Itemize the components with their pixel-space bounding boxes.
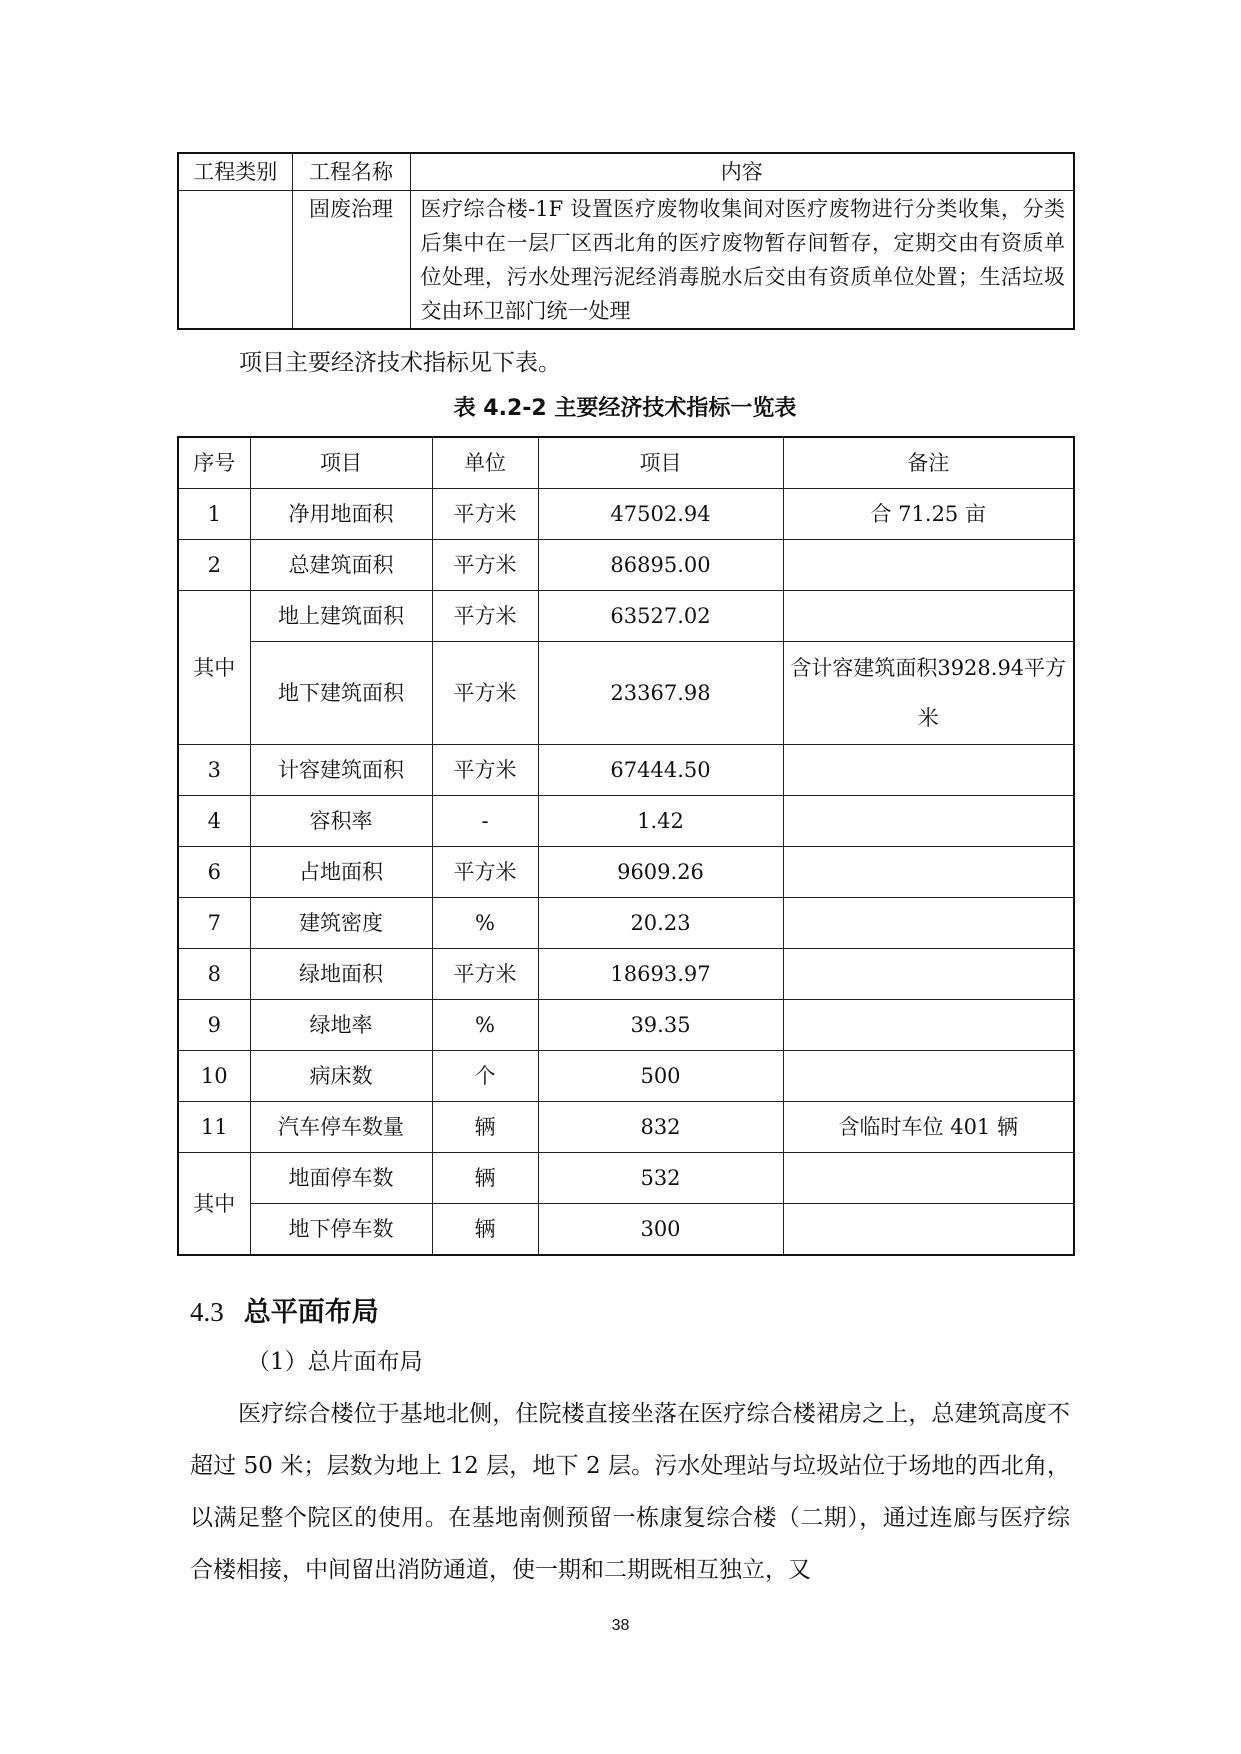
- cell-name: 固废治理: [292, 191, 410, 330]
- cell-no: 2: [178, 540, 250, 591]
- table-caption: 表 4.2-2 主要经济技术指标一览表: [453, 396, 797, 421]
- cell-value: 47502.94: [538, 489, 783, 540]
- cell-no: 4: [178, 796, 250, 847]
- cell-note: [783, 1051, 1074, 1102]
- table-row: [178, 949, 1074, 1000]
- header-item: 项目: [250, 437, 432, 489]
- cell-content: 医疗综合楼-1F 设置医疗废物收集间对医疗废物进行分类收集，分类后集中在一层厂区西北角的医疗废物暂存间暂存，定期交由有资质单位处理，污水处理污泥经消毒脱水后交由有资质单位处置；生活垃圾交由环卫部门统一处理: [410, 191, 1074, 330]
- cell-item: 容积率: [250, 796, 432, 847]
- cell-item: 地下停车数: [250, 1204, 432, 1256]
- cell-no: 8: [178, 949, 250, 1000]
- cell-note: 合 71.25 亩: [783, 489, 1074, 540]
- cell-item: 绿地面积: [250, 949, 432, 1000]
- cell-note: [783, 796, 1074, 847]
- cell-value: 9609.26: [538, 847, 783, 898]
- header-note: 备注: [783, 437, 1074, 489]
- cell-value: 18693.97: [538, 949, 783, 1000]
- cell-note: [783, 949, 1074, 1000]
- cell-unit: 平方米: [432, 540, 538, 591]
- table-row: [178, 1204, 1074, 1256]
- cell-note: [783, 1153, 1074, 1204]
- subheading: （1）总片面布局: [247, 1349, 423, 1375]
- header-name: 工程名称: [292, 153, 410, 191]
- cell-note: [783, 591, 1074, 642]
- cell-item: 地上建筑面积: [250, 591, 432, 642]
- cell-value: 532: [538, 1153, 783, 1204]
- cell-no: 1: [178, 489, 250, 540]
- header-unit: 单位: [432, 437, 538, 489]
- header-content: 内容: [410, 153, 1074, 191]
- cell-no: 6: [178, 847, 250, 898]
- cell-value: 67444.50: [538, 745, 783, 796]
- header-value: 项目: [538, 437, 783, 489]
- table-row: [178, 591, 1074, 642]
- table-row: [178, 745, 1074, 796]
- header-category: 工程类别: [178, 153, 292, 191]
- page-number: 38: [611, 1617, 630, 1634]
- header-no: 序号: [178, 437, 250, 489]
- table-row: [178, 1153, 1074, 1204]
- cell-unit: 平方米: [432, 489, 538, 540]
- section-title: 总平面布局: [243, 1297, 379, 1328]
- table-header-row: [178, 153, 1074, 191]
- cell-no: 3: [178, 745, 250, 796]
- cell-unit: 平方米: [432, 847, 538, 898]
- section-number: 4.3: [190, 1297, 224, 1327]
- cell-item: 汽车停车数量: [250, 1102, 432, 1153]
- cell-unit: 平方米: [432, 642, 538, 745]
- cell-value: 23367.98: [538, 642, 783, 745]
- cell-item: 计容建筑面积: [250, 745, 432, 796]
- table-row: [178, 847, 1074, 898]
- cell-unit: 辆: [432, 1204, 538, 1256]
- engineering-content-table: [177, 152, 1075, 330]
- section-heading: [190, 1292, 379, 1333]
- cell-no: 9: [178, 1000, 250, 1051]
- cell-category: [178, 191, 292, 330]
- table-row: [178, 1000, 1074, 1051]
- cell-value: 832: [538, 1102, 783, 1153]
- cell-item: 总建筑面积: [250, 540, 432, 591]
- cell-item: 占地面积: [250, 847, 432, 898]
- intro-paragraph: 项目主要经济技术指标见下表。: [239, 350, 561, 376]
- cell-no: 10: [178, 1051, 250, 1102]
- cell-note: 含计容建筑面积3928.94平方米: [783, 642, 1074, 745]
- cell-value: 39.35: [538, 1000, 783, 1051]
- cell-value: 86895.00: [538, 540, 783, 591]
- table-row: [178, 642, 1074, 745]
- cell-note: [783, 847, 1074, 898]
- cell-note: [783, 898, 1074, 949]
- cell-unit: 辆: [432, 1102, 538, 1153]
- table-row: [178, 898, 1074, 949]
- cell-value: 300: [538, 1204, 783, 1256]
- cell-value: 1.42: [538, 796, 783, 847]
- body-paragraph: 医疗综合楼位于基地北侧，住院楼直接坐落在医疗综合楼裙房之上，总建筑高度不超过 50 米；层数为地上 12 层，地下 2 层。污水处理站与垃圾站位于场地的西北角，以满足整个院区的使用。在基地南侧预留一栋康复综合楼（二期），通过连廊与医疗综合楼相接，中间留出消防通道，使一期和二期既相互独立，又: [190, 1401, 1070, 1583]
- table-header-row: [178, 437, 1074, 489]
- cell-unit: %: [432, 1000, 538, 1051]
- table-row: [178, 1102, 1074, 1153]
- cell-value: 20.23: [538, 898, 783, 949]
- cell-item: 建筑密度: [250, 898, 432, 949]
- cell-item: 病床数: [250, 1051, 432, 1102]
- table-row: [178, 1051, 1074, 1102]
- cell-note: [783, 745, 1074, 796]
- cell-item: 净用地面积: [250, 489, 432, 540]
- cell-value: 63527.02: [538, 591, 783, 642]
- cell-no: 11: [178, 1102, 250, 1153]
- cell-note: 含临时车位 401 辆: [783, 1102, 1074, 1153]
- table-row: [178, 489, 1074, 540]
- cell-item: 绿地率: [250, 1000, 432, 1051]
- cell-no: 7: [178, 898, 250, 949]
- table-row: [178, 796, 1074, 847]
- table-row: [178, 191, 1074, 330]
- cell-unit: 平方米: [432, 745, 538, 796]
- table-row: [178, 540, 1074, 591]
- cell-value: 500: [538, 1051, 783, 1102]
- cell-note: [783, 540, 1074, 591]
- cell-unit: 平方米: [432, 591, 538, 642]
- cell-unit: 平方米: [432, 949, 538, 1000]
- cell-no-merged: 其中: [178, 591, 250, 745]
- cell-item: 地面停车数: [250, 1153, 432, 1204]
- cell-note: [783, 1000, 1074, 1051]
- cell-unit: %: [432, 898, 538, 949]
- economic-indicator-table: [177, 436, 1075, 1256]
- cell-unit: 辆: [432, 1153, 538, 1204]
- cell-unit: 个: [432, 1051, 538, 1102]
- cell-item: 地下建筑面积: [250, 642, 432, 745]
- cell-note: [783, 1204, 1074, 1256]
- cell-no-merged: 其中: [178, 1153, 250, 1256]
- cell-unit: -: [432, 796, 538, 847]
